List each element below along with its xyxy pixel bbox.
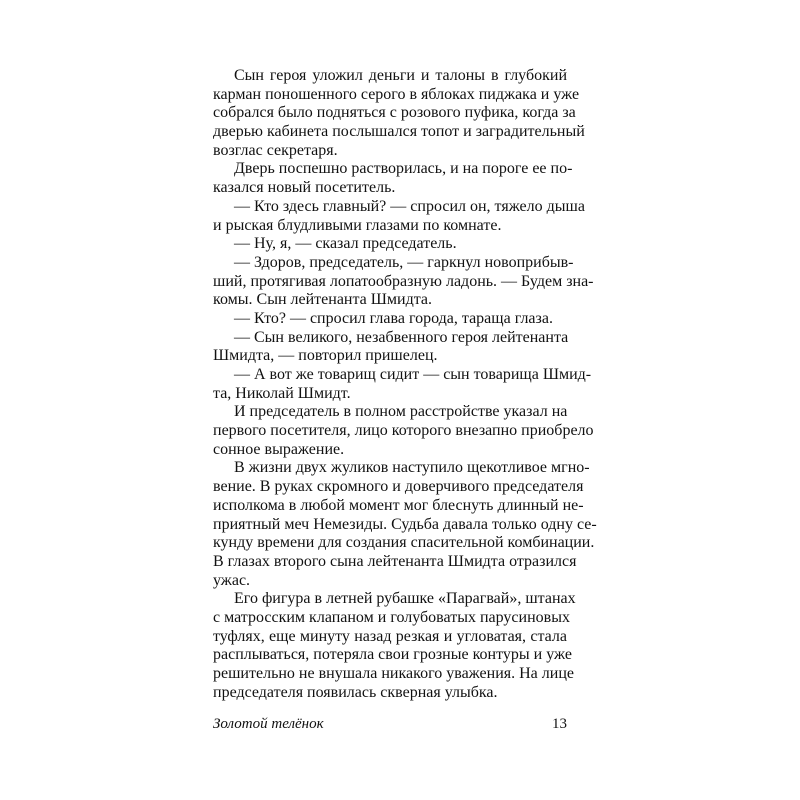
text-line: В глазах второго сына лейтенанта Шмидта отразился: [213, 552, 577, 570]
text-line: карман поношенного серого в яблоках пиджака и уже: [213, 85, 580, 103]
text-line: — Здоров, председатель, — гаркнул новоприбыв-: [234, 253, 574, 271]
text-line: расплываться, потеряла свои грозные контуры и уже: [213, 646, 572, 664]
text-line: туфлях, еще минуту назад резкая и угловатая, стала: [213, 627, 567, 645]
page-number: 13: [552, 716, 567, 732]
running-title: Золотой телёнок: [213, 716, 324, 732]
text-line: сонное выражение.: [213, 440, 345, 458]
text-line: возглас секретаря.: [213, 141, 338, 159]
text-line: И председатель в полном расстройстве указал на: [234, 403, 568, 421]
text-line: — Ну, я, — сказал председатель.: [234, 235, 457, 253]
text-line: В жизни двух жуликов наступило щекотливое мгно-: [234, 459, 590, 477]
text-line: ужас.: [213, 571, 251, 589]
text-line: первого посетителя, лицо которого внезапно приобрело: [213, 422, 594, 440]
text-line: собрался было подняться с розового пуфика, когда за: [213, 104, 576, 122]
text-line: ший, протягивая лопатообразную ладонь. — Будем зна-: [213, 272, 594, 290]
text-line: исполкома в любой момент мог блеснуть длинный не-: [213, 496, 584, 514]
text-line: — А вот же товарищ сидит — сын товарища Шмид-: [234, 366, 592, 383]
body-text: [213, 67, 597, 702]
text-line: казался новый посетитель.: [213, 179, 396, 197]
text-line: комы. Сын лейтенанта Шмидта.: [213, 291, 433, 309]
text-line: — Сын великого, незабвенного героя лейтенанта: [234, 328, 569, 346]
text-line: с матросским клапаном и голубоватых парусиновых: [213, 608, 570, 626]
text-line: дверью кабинета послышался топот и заградительный: [213, 123, 585, 141]
text-line: вение. В руках скромного и доверчивого председателя: [213, 478, 584, 496]
text-line: — Кто здесь главный? — спросил он, тяжело дыша: [234, 197, 585, 215]
text-line: председателя появилась скверная улыбка.: [213, 683, 498, 701]
text-line: и рыская блудливыми глазами по комнате.: [213, 216, 502, 234]
text-line: Шмидта, — повторил пришелец.: [213, 347, 438, 365]
text-line: решительно не внушала никакого уважения. На лице: [213, 665, 574, 682]
text-line: кунду времени для создания спасительной комбинации.: [213, 534, 595, 552]
page-footer: [213, 716, 567, 736]
text-line: Его фигура в летней рубашке «Парагвай», штанах: [234, 590, 576, 608]
text-line: Сын героя уложил деньги и талоны в глубокий: [234, 67, 567, 84]
text-line: — Кто? — спросил глава города, тараща глаза.: [234, 309, 553, 327]
text-line: Дверь поспешно растворилась, и на пороге ее по-: [234, 160, 573, 178]
text-line: та, Николай Шмидт.: [213, 384, 351, 402]
text-line: приятный меч Немезиды. Судьба давала только одну се-: [213, 515, 597, 533]
